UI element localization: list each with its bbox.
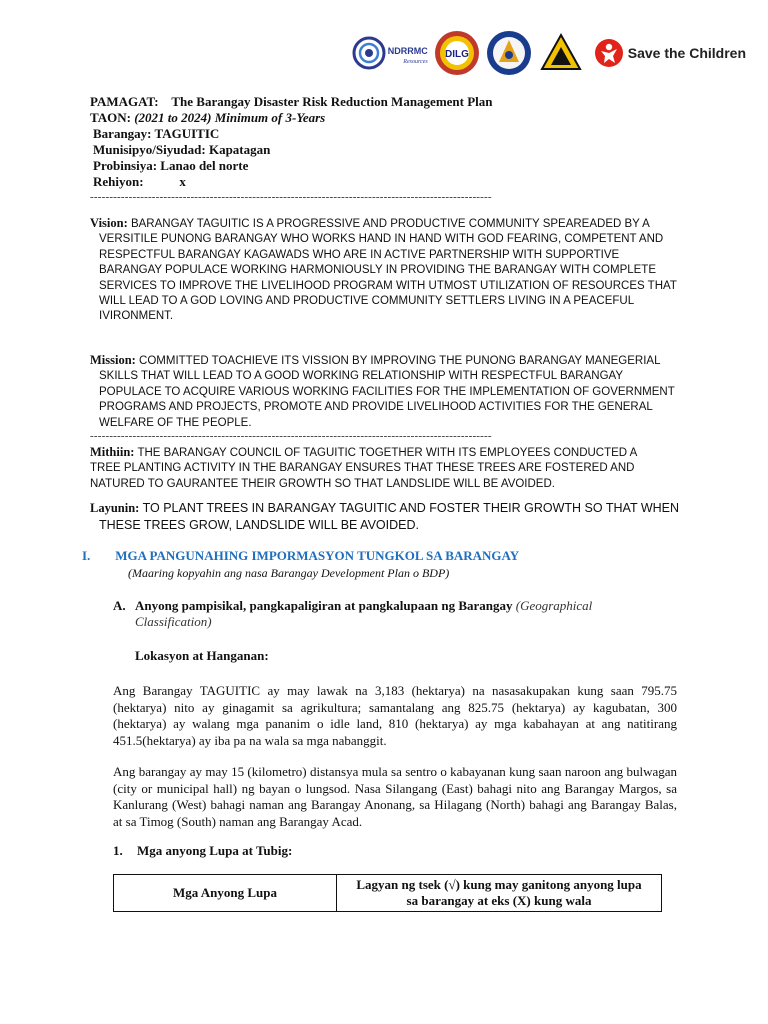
barangay-row: Barangay: TAGUITIC	[93, 126, 220, 141]
rehiyon-row	[90, 174, 493, 190]
rehiyon-label: Rehiyon:	[93, 174, 144, 189]
subsection-a-heading	[113, 598, 653, 630]
dilg-logo	[434, 30, 480, 76]
pamagat-label: PAMAGAT:	[90, 94, 159, 109]
layunin-paragraph	[90, 500, 679, 534]
section-number: I.	[82, 548, 91, 563]
vision-paragraph	[90, 216, 679, 325]
ndrrmc-emblem-icon	[352, 36, 386, 70]
mission-label: Mission:	[90, 353, 136, 367]
ocd-seal-icon	[486, 30, 532, 76]
mithiin-label: Mithiin:	[90, 445, 135, 459]
rehiyon-value: x	[179, 174, 186, 189]
separator-line: --------------------------------------------------------------------------------------------------------	[90, 430, 492, 442]
land-area-paragraph: Ang Barangay TAGUITIC ay may lawak na 3,183 (hektarya) na nasasakupakan kung saan 795.75 (hektarya) nito ay ginagamit sa agrikultura; samantalang ang 825.75 (hektarya) ay kagubatan, 300 (hektarya) ay walang mga pananim o idle land, 810 (hektarya) ay mga kabahayan at ang natitirang 451.5(hektarya) ay iba pa na wala sa mga nabanggit.	[113, 683, 677, 748]
partner-logos	[352, 24, 746, 82]
pamagat-value: The Barangay Disaster Risk Reduction Management Plan	[171, 94, 493, 109]
table-header-row	[114, 875, 662, 912]
pamagat-row	[90, 94, 493, 110]
ndrrmc-logo	[352, 36, 428, 70]
vision-text: BARANGAY TAGUITIC IS A PROGRESSIVE AND PRODUCTIVE COMMUNITY SPEAREADED BY A VERSITILE PUNONG BARANGAY WHO WORKS HAND IN HAND WITH GOD FEARING, COMPETENT AND RESPECTFUL BARANGAY KAGAWADS WHO ARE IN ACTIVE PARTNERSHIP WITH SUPPORTIVE BARANGAY POPULACE WORKING HARMONIOUSLY IN PROVIDING THE BARANGAY WITH COMPLETE SERVICES TO IMPROVE THE LIVELIHOOD PROGRAM WITH UTMOST UTILIZATION OF RESOURCES THAT WILL LEAD TO A GOD LOVING AND PRODUCTIVE COMMUNITY SETTLERS LIVING IN A PEACEFUL IVIRONMENT.	[99, 218, 677, 323]
section-note: (Maaring kopyahin ang nasa Barangay Development Plan o BDP)	[128, 566, 450, 580]
mission-paragraph	[90, 353, 679, 431]
dilg-text: DILG	[444, 49, 469, 60]
ndrrmc-sub: Resources	[403, 59, 428, 65]
subsection-a-title: Anyong pampisikal, pangkapaligiran at pangkalupaan ng Barangay	[135, 598, 513, 613]
layunin-text: TO PLANT TREES IN BARANGAY TAGUITIC AND FOSTER THEIR GROWTH SO THAT WHEN THESE TREES GROW, LANDSLIDE WILL BE AVOIDED.	[99, 501, 680, 532]
probinsiya-row: Probinsiya: Lanao del norte	[93, 158, 249, 173]
subsection-1-heading	[113, 843, 292, 859]
subsection-a-classification: (Geographical	[515, 598, 593, 613]
anyong-lupa-table	[113, 874, 662, 912]
triangle-emblem-icon	[539, 31, 583, 75]
dilg-seal-icon	[434, 30, 480, 76]
plan-header	[90, 94, 493, 190]
vision-label: Vision:	[90, 216, 128, 230]
table-header-checklist-line1: Lagyan ng tsek (√) kung may ganitong anyong lupa	[356, 877, 642, 892]
ocd-logo	[486, 30, 532, 76]
subsection-a-classification-cont: Classification)	[135, 614, 212, 629]
ndrrmc-text: NDRRMC	[387, 46, 428, 56]
munisipyo-row: Munisipyo/Siyudad: Kapatagan	[93, 142, 271, 157]
taon-value: (2021 to 2024) Minimum of 3-Years	[134, 110, 326, 125]
layunin-label: Layunin:	[90, 501, 140, 515]
table-header-anyong-lupa: Mga Anyong Lupa	[114, 875, 337, 912]
save-the-children-figure-icon	[594, 38, 624, 68]
separator-line: --------------------------------------------------------------------------------------------------------	[90, 191, 492, 203]
section-title: MGA PANGUNAHING IMPORMASYON TUNGKOL SA BARANGAY	[115, 548, 520, 563]
taon-label: TAON:	[90, 110, 131, 125]
mithiin-paragraph	[90, 445, 670, 492]
save-the-children-logo	[594, 38, 746, 68]
mithiin-text: THE BARANGAY COUNCIL OF TAGUITIC TOGETHER WITH ITS EMPLOYEES CONDUCTED A TREE PLANTING ACTIVITY IN THE BARANGAY ENSURES THAT THESE TREES ARE FOSTERED AND NATURED TO GAURANTEE THEIR GROWTH SO THAT LANDSLIDE WILL BE AVOIDED.	[90, 447, 637, 490]
save-the-children-text: Save the Children	[627, 45, 746, 61]
gpi-logo	[538, 30, 584, 76]
mission-text: COMMITTED TOACHIEVE ITS VISSION BY IMPROVING THE PUNONG BARANGAY MANEGERIAL SKILLS THAT WILL LEAD TO A GOOD WORKING RELATIONSHIP WITH RESPECTFUL BARANGAY POPULACE TO ACQUIRE VARIOUS WORKING FACILITIES FOR THE IMPLEMENTATION OF GOVERNMENT PROGRAMS AND PROJECTS, PROMOTE AND PROVIDE LIVELIHOOD ACTIVITIES FOR THE GENERAL WELFARE OF THE PEOPLE.	[99, 355, 675, 429]
section-heading	[82, 548, 519, 564]
subsection-a-letter: A.	[113, 598, 126, 613]
table-header-checklist	[337, 875, 662, 912]
subsection-1-title: Mga anyong Lupa at Tubig:	[137, 843, 293, 858]
table-header-checklist-line2: sa barangay at eks (X) kung wala	[406, 893, 592, 908]
taon-row	[90, 110, 493, 126]
lokasyon-heading: Lokasyon at Hanganan:	[135, 648, 269, 663]
subsection-1-number: 1.	[113, 843, 123, 858]
distance-paragraph: Ang barangay ay may 15 (kilometro) distansya mula sa sentro o kabayanan kung saan naroon ang bulwagan (city or municipal hall) ng bayan o lungsod. Nasa Silangang (East) bahagi nito ang Barangay Margos, sa Kanlurang (West) bahagi naman ang Barangay Anonang, sa Hilagang (North) bahagi ang Barangay Balas, at sa Timog (South) naman ang Barangay Acad.	[113, 764, 677, 829]
